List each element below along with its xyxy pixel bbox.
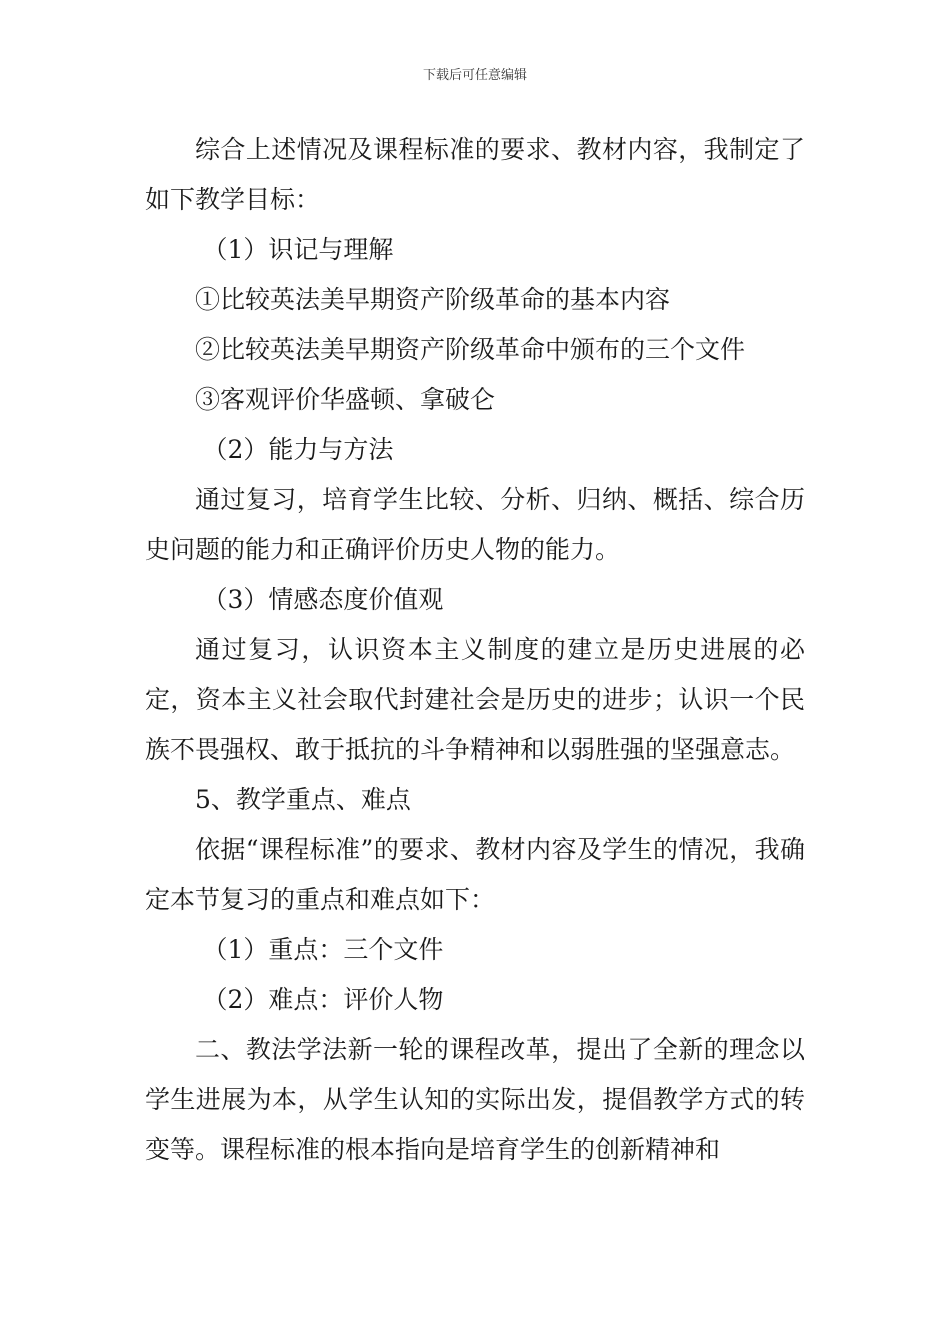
list-item-2: ②比较英法美早期资产阶级革命中颁布的三个文件 xyxy=(195,335,746,364)
difficult-point-item: （2）难点：评价人物 xyxy=(202,985,444,1014)
paragraph-methods: 二、教法学法新一轮的课程改革，提出了全新的理念以学生进展为本，从学生认知的实际出发，提倡教学方式的转变等。课程标准的根本指向是培育学生的创新精神和 xyxy=(145,1035,805,1164)
heading-key-points: 5、教学重点、难点 xyxy=(195,785,411,814)
paragraph-intro: 综合上述情况及课程标准的要求、教材内容，我制定了如下教学目标： xyxy=(145,135,805,214)
list-item-3: ③客观评价华盛顿、拿破仑 xyxy=(195,385,496,414)
paragraph-ability: 通过复习，培育学生比较、分析、归纳、概括、综合历史问题的能力和正确评价历史人物的能力。 xyxy=(145,485,805,564)
heading-values: （3）情感态度价值观 xyxy=(202,585,444,614)
paragraph-values: 通过复习，认识资本主义制度的建立是历史进展的必定，资本主义社会取代封建社会是历史的进步；认识一个民族不畏强权、敢于抵抗的斗争精神和以弱胜强的坚强意志。 xyxy=(145,635,805,764)
list-item-1: ①比较英法美早期资产阶级革命的基本内容 xyxy=(195,285,671,314)
page-header: 下载后可任意编辑 xyxy=(422,68,527,83)
document-body xyxy=(145,125,805,1175)
paragraph-key-points: 依据“课程标准”的要求、教材内容及学生的情况，我确定本节复习的重点和难点如下： xyxy=(145,835,805,914)
heading-recall-understanding: （1）识记与理解 xyxy=(202,235,394,264)
key-point-item: （1）重点：三个文件 xyxy=(202,935,444,964)
heading-ability-method: （2）能力与方法 xyxy=(202,435,394,464)
